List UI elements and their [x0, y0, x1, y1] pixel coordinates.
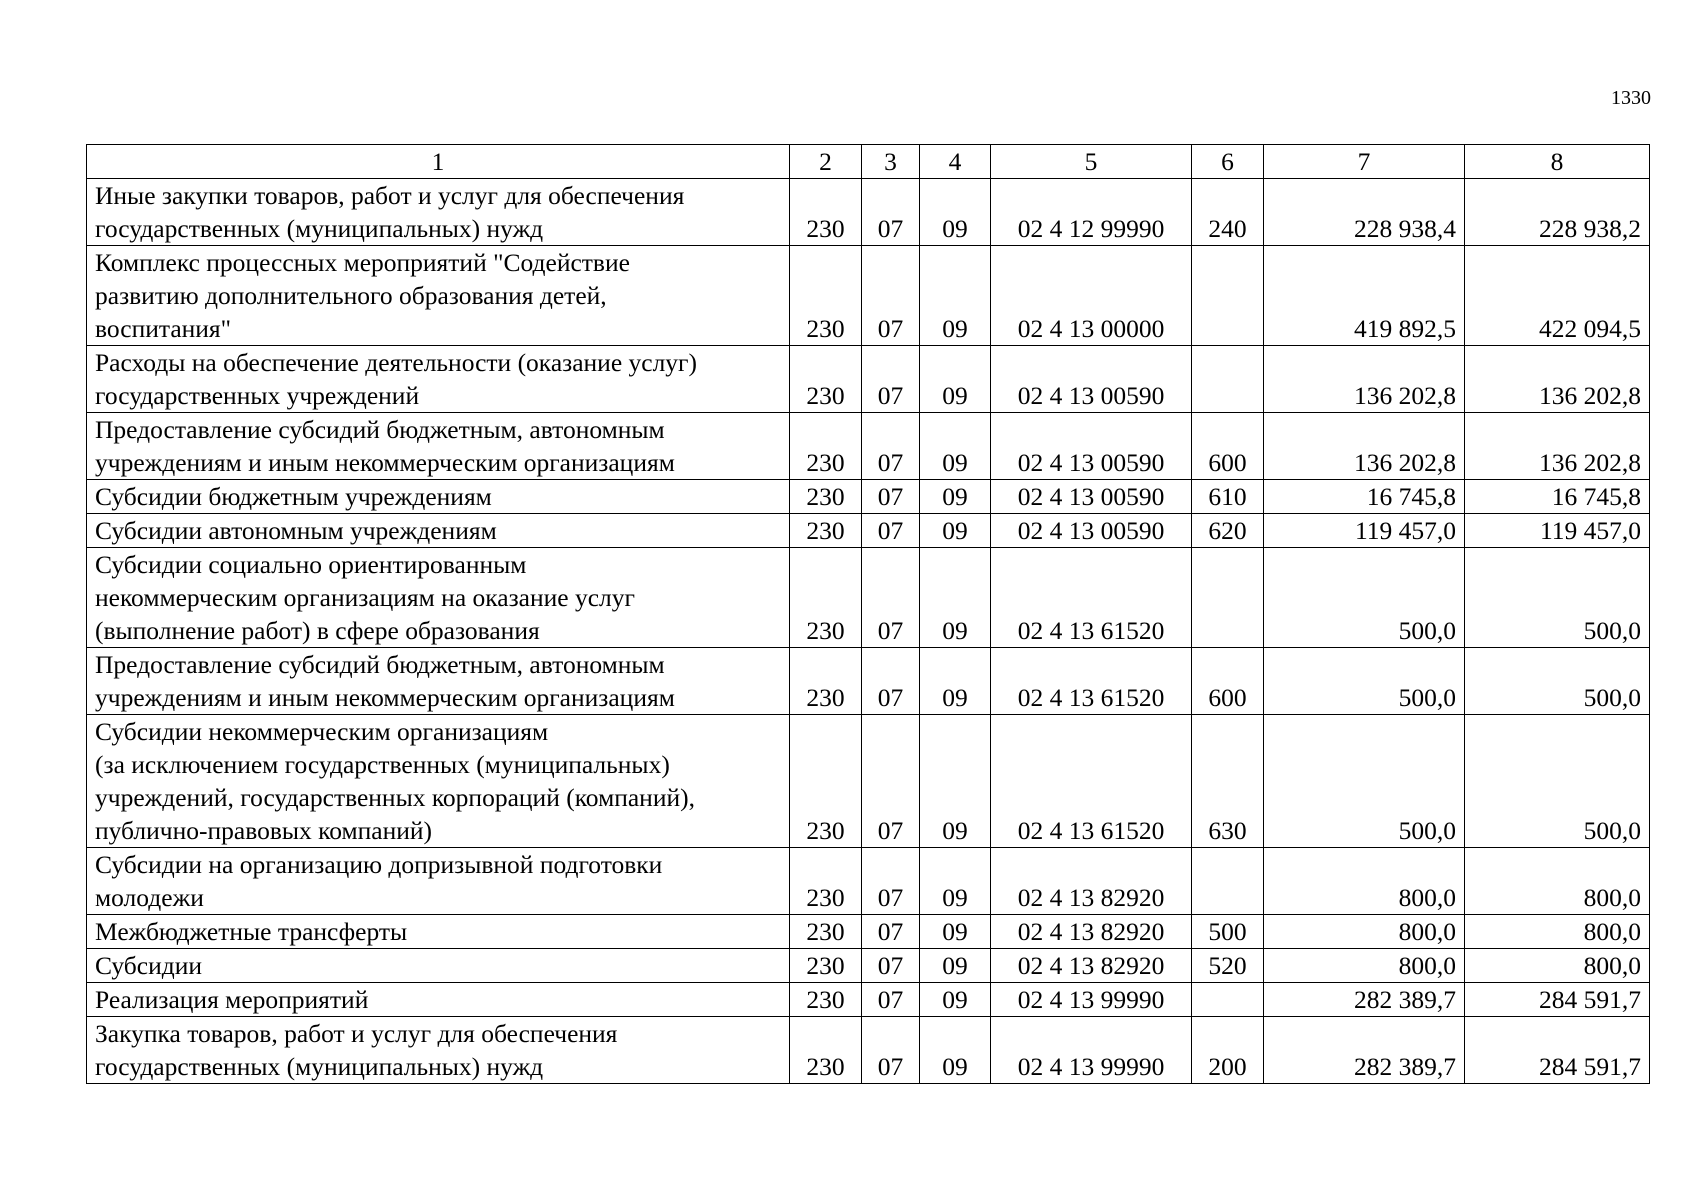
- code-subsection-cell: 09: [920, 480, 991, 514]
- table-row: [87, 246, 1650, 346]
- row-name-line: молодежи: [95, 883, 204, 912]
- row-name-line: Закупка товаров, работ и услуг для обеспечения: [95, 1019, 618, 1048]
- amount-year1-cell: 136 202,8: [1264, 413, 1465, 480]
- code-section-cell: 07: [862, 949, 920, 983]
- row-name-line: воспитания": [95, 314, 232, 343]
- amount-year1-cell: 500,0: [1264, 715, 1465, 848]
- amount-year2-cell: 228 938,2: [1465, 179, 1650, 246]
- page-number: 1330: [1611, 87, 1651, 109]
- amount-year2-cell: 800,0: [1465, 949, 1650, 983]
- row-name-cell: [87, 648, 790, 715]
- code-section-cell: 07: [862, 179, 920, 246]
- row-name-cell: [87, 346, 790, 413]
- row-name-line: (за исключением государственных (муниципальных): [95, 750, 670, 779]
- code-admin-cell: 230: [790, 514, 862, 548]
- code-section-cell: 07: [862, 715, 920, 848]
- amount-year2-cell: 800,0: [1465, 915, 1650, 949]
- header-cell: 8: [1465, 145, 1650, 179]
- amount-year1-cell: 16 745,8: [1264, 480, 1465, 514]
- code-admin-cell: 230: [790, 1017, 862, 1084]
- code-subsection-cell: 09: [920, 949, 991, 983]
- code-subsection-cell: 09: [920, 715, 991, 848]
- amount-year1-cell: 228 938,4: [1264, 179, 1465, 246]
- header-cell: 4: [920, 145, 991, 179]
- code-admin-cell: 230: [790, 715, 862, 848]
- table-row: [87, 480, 1650, 514]
- code-subsection-cell: 09: [920, 179, 991, 246]
- code-section-cell: 07: [862, 915, 920, 949]
- row-name-line: (выполнение работ) в сфере образования: [95, 616, 540, 645]
- code-target-cell: 02 4 13 61520: [991, 648, 1192, 715]
- code-expense-type-cell: [1192, 246, 1264, 346]
- row-name-cell: [87, 246, 790, 346]
- code-subsection-cell: 09: [920, 548, 991, 648]
- row-name-line: государственных (муниципальных) нужд: [95, 1052, 544, 1081]
- code-subsection-cell: 09: [920, 514, 991, 548]
- code-admin-cell: 230: [790, 548, 862, 648]
- row-name-line: Предоставление субсидий бюджетным, автономным: [95, 415, 665, 444]
- row-name-line: публично-правовых компаний): [95, 816, 433, 845]
- amount-year1-cell: 282 389,7: [1264, 983, 1465, 1017]
- amount-year2-cell: 800,0: [1465, 848, 1650, 915]
- code-section-cell: 07: [862, 983, 920, 1017]
- table-row: [87, 548, 1650, 648]
- header-cell: 7: [1264, 145, 1465, 179]
- code-target-cell: 02 4 13 99990: [991, 1017, 1192, 1084]
- table-row: [87, 413, 1650, 480]
- row-name-cell: [87, 848, 790, 915]
- row-name-line: Предоставление субсидий бюджетным, автономным: [95, 650, 665, 679]
- code-expense-type-cell: 600: [1192, 413, 1264, 480]
- code-expense-type-cell: 610: [1192, 480, 1264, 514]
- amount-year2-cell: 284 591,7: [1465, 1017, 1650, 1084]
- amount-year1-cell: 800,0: [1264, 848, 1465, 915]
- amount-year1-cell: 500,0: [1264, 548, 1465, 648]
- code-section-cell: 07: [862, 480, 920, 514]
- code-admin-cell: 230: [790, 246, 862, 346]
- amount-year2-cell: 500,0: [1465, 715, 1650, 848]
- code-target-cell: 02 4 13 00590: [991, 413, 1192, 480]
- code-admin-cell: 230: [790, 346, 862, 413]
- amount-year1-cell: 119 457,0: [1264, 514, 1465, 548]
- code-subsection-cell: 09: [920, 346, 991, 413]
- code-target-cell: 02 4 13 00590: [991, 480, 1192, 514]
- amount-year2-cell: 119 457,0: [1465, 514, 1650, 548]
- row-name-line: Субсидии некоммерческим организациям: [95, 717, 549, 746]
- code-section-cell: 07: [862, 514, 920, 548]
- amount-year2-cell: 422 094,5: [1465, 246, 1650, 346]
- table-row: [87, 848, 1650, 915]
- code-target-cell: 02 4 13 00590: [991, 514, 1192, 548]
- table-row: [87, 648, 1650, 715]
- code-target-cell: 02 4 12 99990: [991, 179, 1192, 246]
- code-expense-type-cell: 620: [1192, 514, 1264, 548]
- amount-year2-cell: 500,0: [1465, 548, 1650, 648]
- row-name-line: Комплекс процессных мероприятий "Содействие: [95, 248, 630, 277]
- row-name-line: Субсидии бюджетным учреждениям: [95, 482, 492, 511]
- code-subsection-cell: 09: [920, 413, 991, 480]
- code-admin-cell: 230: [790, 949, 862, 983]
- code-section-cell: 07: [862, 246, 920, 346]
- code-section-cell: 07: [862, 648, 920, 715]
- row-name-cell: [87, 915, 790, 949]
- table-row: [87, 715, 1650, 848]
- table-row: [87, 915, 1650, 949]
- amount-year1-cell: 136 202,8: [1264, 346, 1465, 413]
- code-section-cell: 07: [862, 413, 920, 480]
- table-row: [87, 514, 1650, 548]
- code-expense-type-cell: 630: [1192, 715, 1264, 848]
- code-section-cell: 07: [862, 346, 920, 413]
- code-target-cell: 02 4 13 00590: [991, 346, 1192, 413]
- code-expense-type-cell: 200: [1192, 1017, 1264, 1084]
- row-name-line: Межбюджетные трансферты: [95, 917, 408, 946]
- amount-year2-cell: 136 202,8: [1465, 413, 1650, 480]
- row-name-line: развитию дополнительного образования детей,: [95, 281, 607, 310]
- table-row: [87, 179, 1650, 246]
- code-target-cell: 02 4 13 82920: [991, 915, 1192, 949]
- row-name-line: Субсидии автономным учреждениям: [95, 516, 497, 545]
- code-subsection-cell: 09: [920, 848, 991, 915]
- table-row: [87, 346, 1650, 413]
- table-row: [87, 1017, 1650, 1084]
- row-name-line: Субсидии: [95, 951, 202, 980]
- header-cell: 6: [1192, 145, 1264, 179]
- amount-year1-cell: 800,0: [1264, 949, 1465, 983]
- amount-year2-cell: 500,0: [1465, 648, 1650, 715]
- row-name-line: Иные закупки товаров, работ и услуг для обеспечения: [95, 181, 685, 210]
- code-admin-cell: 230: [790, 915, 862, 949]
- code-expense-type-cell: [1192, 346, 1264, 413]
- table-row: [87, 983, 1650, 1017]
- row-name-cell: [87, 179, 790, 246]
- row-name-cell: [87, 983, 790, 1017]
- code-expense-type-cell: 500: [1192, 915, 1264, 949]
- code-subsection-cell: 09: [920, 915, 991, 949]
- code-expense-type-cell: 240: [1192, 179, 1264, 246]
- row-name-line: учреждениям и иным некоммерческим организациям: [95, 683, 675, 712]
- amount-year2-cell: 16 745,8: [1465, 480, 1650, 514]
- code-admin-cell: 230: [790, 480, 862, 514]
- header-cell: 3: [862, 145, 920, 179]
- amount-year1-cell: 800,0: [1264, 915, 1465, 949]
- code-subsection-cell: 09: [920, 648, 991, 715]
- code-admin-cell: 230: [790, 848, 862, 915]
- code-subsection-cell: 09: [920, 246, 991, 346]
- code-target-cell: 02 4 13 99990: [991, 983, 1192, 1017]
- row-name-line: Субсидии социально ориентированным: [95, 550, 527, 579]
- code-admin-cell: 230: [790, 413, 862, 480]
- row-name-cell: [87, 413, 790, 480]
- budget-table: [86, 144, 1650, 1084]
- code-expense-type-cell: [1192, 848, 1264, 915]
- row-name-line: некоммерческим организациям на оказание услуг: [95, 583, 635, 612]
- row-name-cell: [87, 480, 790, 514]
- amount-year2-cell: 136 202,8: [1465, 346, 1650, 413]
- code-target-cell: 02 4 13 82920: [991, 848, 1192, 915]
- code-section-cell: 07: [862, 1017, 920, 1084]
- code-expense-type-cell: [1192, 548, 1264, 648]
- row-name-line: государственных учреждений: [95, 381, 420, 410]
- code-target-cell: 02 4 13 00000: [991, 246, 1192, 346]
- code-expense-type-cell: 600: [1192, 648, 1264, 715]
- header-cell: 1: [87, 145, 790, 179]
- row-name-cell: [87, 1017, 790, 1084]
- code-expense-type-cell: [1192, 983, 1264, 1017]
- row-name-cell: [87, 514, 790, 548]
- code-subsection-cell: 09: [920, 983, 991, 1017]
- row-name-line: государственных (муниципальных) нужд: [95, 214, 544, 243]
- row-name-cell: [87, 949, 790, 983]
- code-section-cell: 07: [862, 548, 920, 648]
- code-target-cell: 02 4 13 61520: [991, 548, 1192, 648]
- header-cell: 2: [790, 145, 862, 179]
- row-name-line: Расходы на обеспечение деятельности (оказание услуг): [95, 348, 698, 377]
- code-admin-cell: 230: [790, 179, 862, 246]
- code-subsection-cell: 09: [920, 1017, 991, 1084]
- amount-year1-cell: 419 892,5: [1264, 246, 1465, 346]
- code-target-cell: 02 4 13 82920: [991, 949, 1192, 983]
- header-row: [87, 145, 1650, 179]
- code-expense-type-cell: 520: [1192, 949, 1264, 983]
- code-section-cell: 07: [862, 848, 920, 915]
- row-name-line: Субсидии на организацию допризывной подготовки: [95, 850, 663, 879]
- row-name-line: учреждений, государственных корпораций (компаний),: [95, 783, 695, 812]
- amount-year1-cell: 282 389,7: [1264, 1017, 1465, 1084]
- table-row: [87, 949, 1650, 983]
- header-cell: 5: [991, 145, 1192, 179]
- code-admin-cell: 230: [790, 648, 862, 715]
- amount-year1-cell: 500,0: [1264, 648, 1465, 715]
- row-name-cell: [87, 548, 790, 648]
- amount-year2-cell: 284 591,7: [1465, 983, 1650, 1017]
- row-name-cell: [87, 715, 790, 848]
- code-admin-cell: 230: [790, 983, 862, 1017]
- row-name-line: Реализация мероприятий: [95, 985, 369, 1014]
- row-name-line: учреждениям и иным некоммерческим организациям: [95, 448, 675, 477]
- code-target-cell: 02 4 13 61520: [991, 715, 1192, 848]
